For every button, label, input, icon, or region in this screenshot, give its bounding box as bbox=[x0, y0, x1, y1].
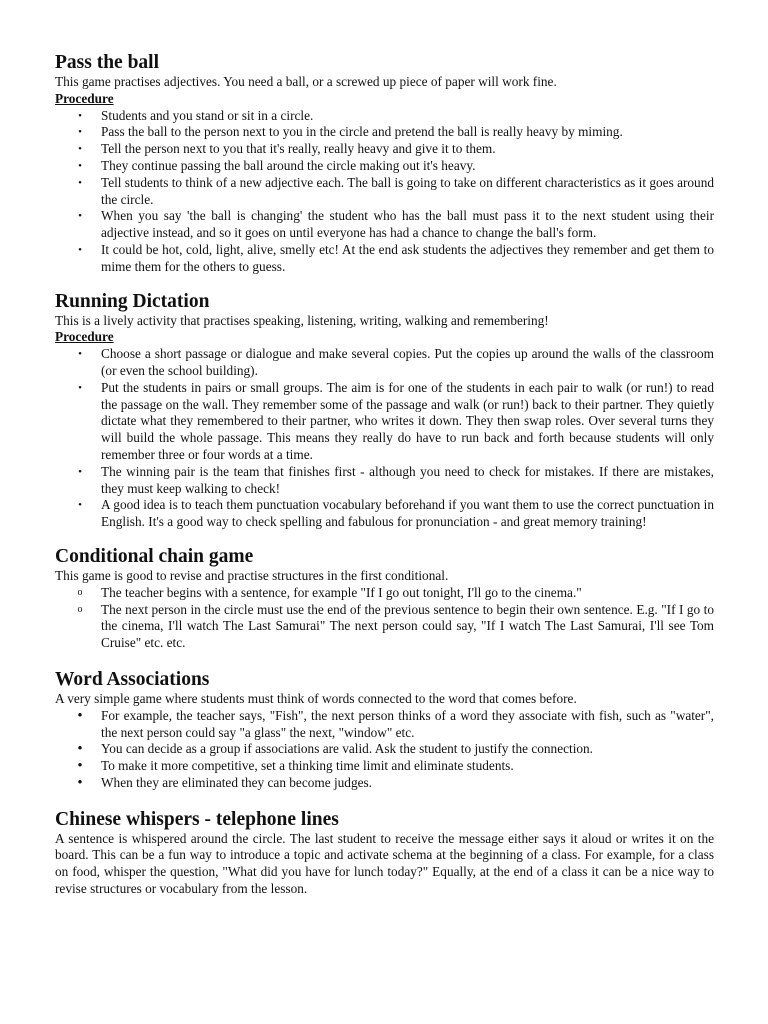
bullet-icon: • bbox=[78, 126, 82, 139]
list-item-text: They continue passing the ball around the circle making out it's heavy. bbox=[101, 157, 476, 173]
bullet-icon: • bbox=[77, 774, 83, 791]
procedure-list bbox=[55, 108, 714, 276]
section-title: Chinese whispers - telephone lines bbox=[55, 808, 339, 830]
procedure-label: Procedure bbox=[55, 329, 114, 345]
bullet-icon: • bbox=[78, 381, 82, 394]
list-item bbox=[55, 242, 714, 276]
bullet-icon: • bbox=[78, 499, 82, 512]
list-item-text: Students and you stand or sit in a circle. bbox=[101, 107, 314, 123]
section-pass-the-ball bbox=[55, 52, 714, 276]
list-item bbox=[55, 585, 714, 602]
list-item bbox=[55, 175, 714, 209]
section-intro: This game is good to revise and practise structures in the first conditional. bbox=[55, 567, 449, 583]
procedure-label: Procedure bbox=[55, 90, 114, 106]
section-intro: This is a lively activity that practises speaking, listening, writing, walking and remembering! bbox=[55, 312, 549, 328]
example-list bbox=[55, 708, 714, 792]
bullet-icon: • bbox=[78, 210, 82, 223]
bullet-icon: • bbox=[78, 176, 82, 189]
bullet-icon: • bbox=[78, 465, 82, 478]
list-item-text: Tell students to think of a new adjective each. The ball is going to take on different characteristics as it goes around the circle. bbox=[101, 174, 715, 207]
list-item-text: Put the students in pairs or small groups. The aim is for one of the students in each pair to walk (or run!) to read the passage on the wall. They remember some of the passage and walk (or run!) back to their partner. They quietly dictate what they remembered to their partner, who writes it down. They then swap roles. Over several turns they will build the whole passage. This means they really do have to run back and forth because students will only remember three or four words at a time. bbox=[101, 379, 714, 462]
circle-bullet-icon: o bbox=[77, 586, 83, 598]
bullet-icon: • bbox=[77, 741, 83, 758]
list-item-text: When you say 'the ball is changing' the student who has the ball must pass it to the next student using their adjective instead, and so it goes on until everyone has had a chance to change the ball's form. bbox=[101, 208, 714, 241]
procedure-list bbox=[55, 346, 714, 531]
section-intro: A very simple game where students must think of words connected to the word that comes before. bbox=[55, 690, 577, 706]
bullet-icon: • bbox=[78, 109, 82, 122]
list-item bbox=[55, 380, 714, 464]
list-item-text: A good idea is to teach them punctuation vocabulary beforehand if you want them to use the correct punctuation in English. It's a good way to check spelling and fabulous for pronunciation - and great memory training! bbox=[101, 497, 714, 530]
list-item bbox=[55, 464, 714, 498]
list-item-text: Choose a short passage or dialogue and make several copies. Put the copies up around the walls of the classroom (or even the school building). bbox=[101, 346, 714, 378]
bullet-icon: • bbox=[78, 143, 82, 156]
section-conditional-chain-game bbox=[55, 546, 714, 652]
bullet-icon: • bbox=[77, 758, 83, 775]
list-item-text: The next person in the circle must use the end of the previous sentence to begin their own sentence. E.g. "If I go to the cinema, I'll watch The Last Samurai" The next person could say, "If I watch The Last Samurai, I'll see Tom Cruise" etc. etc. bbox=[101, 601, 714, 651]
list-item bbox=[55, 758, 714, 775]
list-item bbox=[55, 602, 714, 652]
section-word-associations bbox=[55, 669, 714, 792]
list-item-text: Tell the person next to you that it's really, really heavy and give it to them. bbox=[101, 141, 496, 157]
list-item bbox=[55, 708, 714, 742]
list-item bbox=[55, 208, 714, 242]
example-list bbox=[55, 585, 714, 652]
list-item-text: The teacher begins with a sentence, for example "If I go out tonight, I'll go to the cinema." bbox=[101, 584, 582, 600]
list-item-text: The winning pair is the team that finishes first - although you need to check for mistakes. If there are mistakes, they must keep walking to check! bbox=[101, 463, 714, 496]
section-body: A sentence is whispered around the circle. The last student to receive the message either says it aloud or writes it on the board. This can be a fun way to introduce a topic and activate schema at the beginning of a class. For example, for a class on food, whisper the question, "What did you have for lunch today?" Equally, at the end of a class it can be a nice way to revise structures or vocabulary from the lesson. bbox=[55, 830, 714, 897]
bullet-icon: • bbox=[78, 243, 82, 256]
bullet-icon: • bbox=[77, 707, 83, 724]
list-item-text: For example, the teacher says, "Fish", the next person thinks of a word they associate with fish, such as "water", the next person could say "a glass" the next, "window" etc. bbox=[101, 707, 714, 740]
list-item-text: You can decide as a group if associations are valid. Ask the student to justify the connection. bbox=[101, 741, 594, 757]
section-intro: This game practises adjectives. You need a ball, or a screwed up piece of paper will work fine. bbox=[55, 74, 557, 89]
bullet-icon: • bbox=[78, 159, 82, 172]
circle-bullet-icon: o bbox=[77, 603, 83, 615]
list-item bbox=[55, 124, 714, 141]
list-item bbox=[55, 497, 714, 531]
section-chinese-whispers bbox=[55, 809, 714, 898]
bullet-icon: • bbox=[78, 348, 82, 361]
section-title: Pass the ball bbox=[55, 52, 160, 73]
section-title: Word Associations bbox=[55, 668, 210, 690]
list-item bbox=[55, 741, 714, 758]
list-item bbox=[55, 108, 714, 125]
section-running-dictation bbox=[55, 291, 714, 531]
document-page bbox=[55, 52, 714, 898]
list-item bbox=[55, 141, 714, 158]
section-title: Conditional chain game bbox=[55, 545, 254, 567]
list-item bbox=[55, 346, 714, 380]
list-item bbox=[55, 775, 714, 792]
list-item bbox=[55, 158, 714, 175]
section-title: Running Dictation bbox=[55, 290, 210, 312]
list-item-text: To make it more competitive, set a thinking time limit and eliminate students. bbox=[101, 758, 514, 774]
list-item-text: It could be hot, cold, light, alive, smelly etc! At the end ask students the adjectives they remember and get them to mime them for the others to guess. bbox=[101, 241, 714, 274]
list-item-text: When they are eliminated they can become judges. bbox=[101, 774, 372, 790]
list-item-text: Pass the ball to the person next to you in the circle and pretend the ball is really heavy by miming. bbox=[101, 124, 623, 140]
